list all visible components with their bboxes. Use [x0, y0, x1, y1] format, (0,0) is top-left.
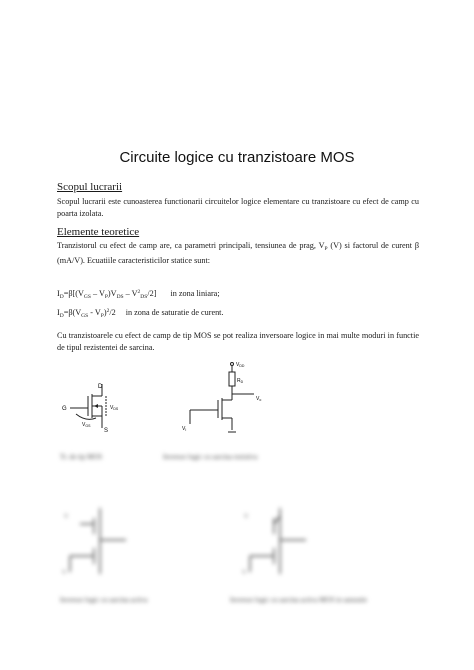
page-title: Circuite logice cu tranzistoare MOS	[119, 149, 355, 166]
label-vo: $V_o$	[256, 396, 262, 402]
label-vgs: $V_{GS}$	[82, 422, 91, 428]
caption-active-inverter: Inversor logic cu sarcina activa	[60, 596, 148, 604]
label-rd: $R_D$	[237, 378, 244, 384]
equation-saturation: $I_D=\beta(V_{GS} - V_P)^2/2$ in zona de saturatie de curent.	[57, 308, 224, 319]
svg-text:V: V	[64, 514, 69, 520]
svg-text:V: V	[62, 570, 67, 576]
label-vi: $V_I$	[182, 426, 187, 432]
resistive-inverter-figure	[180, 358, 270, 438]
equation-linear: $I_D=\beta[(V_{GS} - V_P)V_{DS} - V^2_{DS}/2]$ in zona liniara;	[57, 289, 220, 300]
scope-paragraph: Scopul lucrarii este cunoasterea functionarii circuitelor logice elementare cu tranzistoare cu efect de camp cu poarta izolata.	[57, 197, 419, 218]
section-heading-scope: Scopul lucrarii	[57, 181, 123, 193]
active-mos-saturation-inverter-figure	[240, 504, 320, 584]
inverter-paragraph: Cu tranzistoarele cu efect de camp de tip MOS se pot realiza inversoare logice in mai multe moduri in functie de tipul rezistentei de sarcina.	[57, 331, 419, 352]
mos-transistor-figure	[60, 382, 130, 432]
active-load-inverter-figure	[60, 504, 140, 584]
theory-paragraph: Tranzistorul cu efect de camp are, ca parametri principali, tensiunea de prag, $V_P$ (V) si factorul de curent β (mA/V). Ecuatiile caracteristicilor statice sunt:	[57, 241, 420, 265]
label-vds: $V_{DS}$	[110, 405, 119, 411]
section-heading-theory: Elemente teoretice	[57, 226, 140, 238]
label-gate: G	[62, 406, 67, 412]
svg-text:V: V	[244, 514, 249, 520]
label-drain: D	[98, 384, 103, 390]
caption-resistive-inverter: Inversor logic cu sarcina rezistiva	[163, 453, 258, 461]
caption-mos-saturation-inverter: Inversor logic cu sarcina activa MOS in saturatie	[230, 596, 368, 604]
caption-mos-transistor: Tr. de tip MOS	[60, 453, 103, 461]
label-vdd: $V_{DD}$	[236, 362, 245, 368]
svg-text:V: V	[242, 570, 247, 576]
label-source: S	[104, 428, 109, 434]
